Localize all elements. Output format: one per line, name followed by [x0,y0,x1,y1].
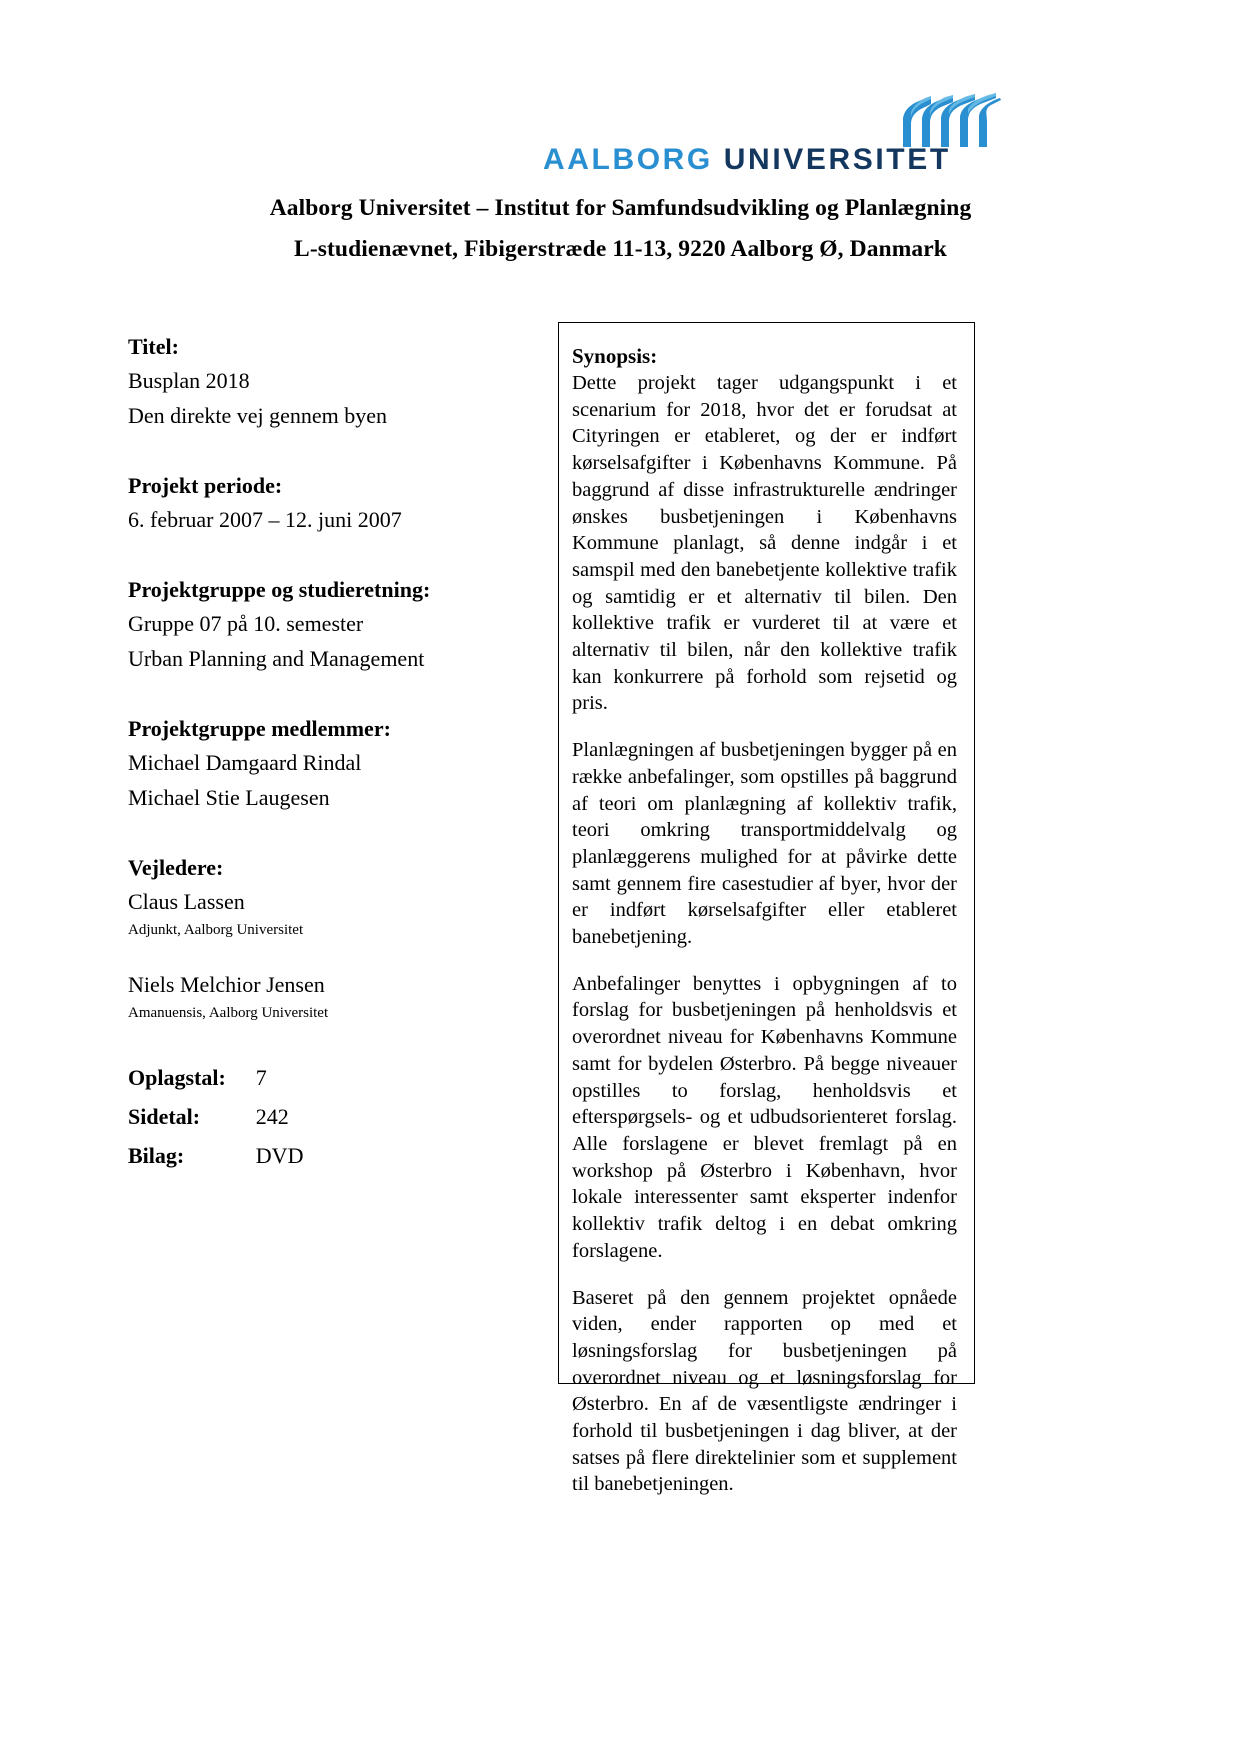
project-period-label: Projekt periode: [128,473,283,498]
bilag-label: Bilag: [128,1143,185,1168]
bilag-value: DVD [255,1143,304,1168]
project-group-value-line-2: Urban Planning and Management [128,646,425,671]
logo-word-universitet: UNIVERSITET [723,143,951,176]
spacer [128,676,528,712]
group-member-1: Michael Damgaard Rindal [128,750,362,775]
logo-word-aalborg: AALBORG [543,143,713,176]
synopsis-paragraph-4: Baseret på den gennem projektet opnåede viden, ender rapporten op med et løsningsforslag for busbetjeningen på overordnet niveau og et løsningsforslag for Østerbro. En af de væsentligste ændringer i forhold til busbetjeningen i dag bliver, at der satses på flere direktelinier som et supplement til banebetjeningen. [572,1286,957,1496]
sidetal-label: Sidetal: [128,1104,201,1129]
group-member-2: Michael Stie Laugesen [128,785,330,810]
spacer [128,1024,528,1060]
spacer [128,433,528,469]
table-row [128,1064,303,1103]
project-group-value-line-1: Gruppe 07 på 10. semester [128,611,364,636]
synopsis-box [558,322,975,1496]
title-label: Titel: [128,334,179,359]
synopsis-paragraph-3: Anbefalinger benyttes i opbygningen af to forslag for busbetjeningen på henholdsvis et overordnet niveau for Københavns Kommune samt for bydelen Østerbro. På begge niveauer opstilles to forslag, henholdsvis et efterspørgsels- og et udbudsorienteret forslag. Alle forslagene er blevet fremlagt på en workshop på Østerbro i København, hvor lokale interessenter samt eksperter indenfor kollektiv trafik deltog i en debat omkring forslagene. [572,972,957,1262]
supervisor-1-affiliation: Adjunkt, Aalborg Universitet [128,922,304,938]
supervisor-2-name: Niels Melchior Jensen [128,972,325,997]
publication-facts-table [128,1064,303,1181]
logo-wordmark [543,145,1003,175]
header-line-institute: Aalborg Universitet – Institut for Samfundsudvikling og Planlægning [269,195,972,221]
supervisor-2-affiliation: Amanuensis, Aalborg Universitet [128,1005,329,1021]
table-row [128,1103,303,1142]
document-header [0,188,1241,270]
oplagstal-value: 7 [255,1065,267,1090]
sidetal-value: 242 [255,1104,289,1129]
title-value-line-1: Busplan 2018 [128,368,250,393]
synopsis-title: Synopsis: [572,344,658,368]
table-row [128,1142,303,1181]
spacer [128,815,528,851]
project-metadata-column [128,330,528,1181]
supervisors-label: Vejledere: [128,855,224,880]
aalborg-universitet-logo [543,90,1003,175]
aau-waves-mark [895,90,1001,148]
group-members-label: Projektgruppe medlemmer: [128,716,391,741]
title-value-line-2: Den direkte vej gennem byen [128,403,388,428]
project-group-label: Projektgruppe og studieretning: [128,577,431,602]
supervisor-1-name: Claus Lassen [128,889,245,914]
synopsis-paragraph-2: Planlægningen af busbetjeningen bygger på en række anbefalinger, som opstilles på baggrund af teori om planlægning af kollektiv trafik, teori omkring transportmiddelvalg og planlæggerens mulighed for at påvirke dette samt gennem fire casestudier af byer, hvor der er indført kørselsafgifter eller etableret banebetjening. [572,739,957,949]
header-line-address: L-studienævnet, Fibigerstræde 11-13, 9220 Aalborg Ø, Danmark [294,236,947,262]
oplagstal-label: Oplagstal: [128,1065,226,1090]
spacer [128,941,528,967]
project-period-value: 6. februar 2007 – 12. juni 2007 [128,507,402,532]
synopsis-paragraph-1: Dette projekt tager udgangspunkt i et scenarium for 2018, hvor det er forudsat at Cityringen er etableret, og der er indført kørselsafgifter i Københavns Kommune. På baggrund af disse infrastrukturelle ændringer ønskes busbetjeningen i Københavns Kommune planlagt, så denne indgår i et samspil med den banebetjente kollektive trafik og samtidig er et alternativ til bilen. Den kollektive trafik er vurderet til at være et alternativ til bilen, når den kollektive trafik kan konkurrere på forhold som rejsetid og pris. [572,372,957,715]
spacer [128,537,528,573]
